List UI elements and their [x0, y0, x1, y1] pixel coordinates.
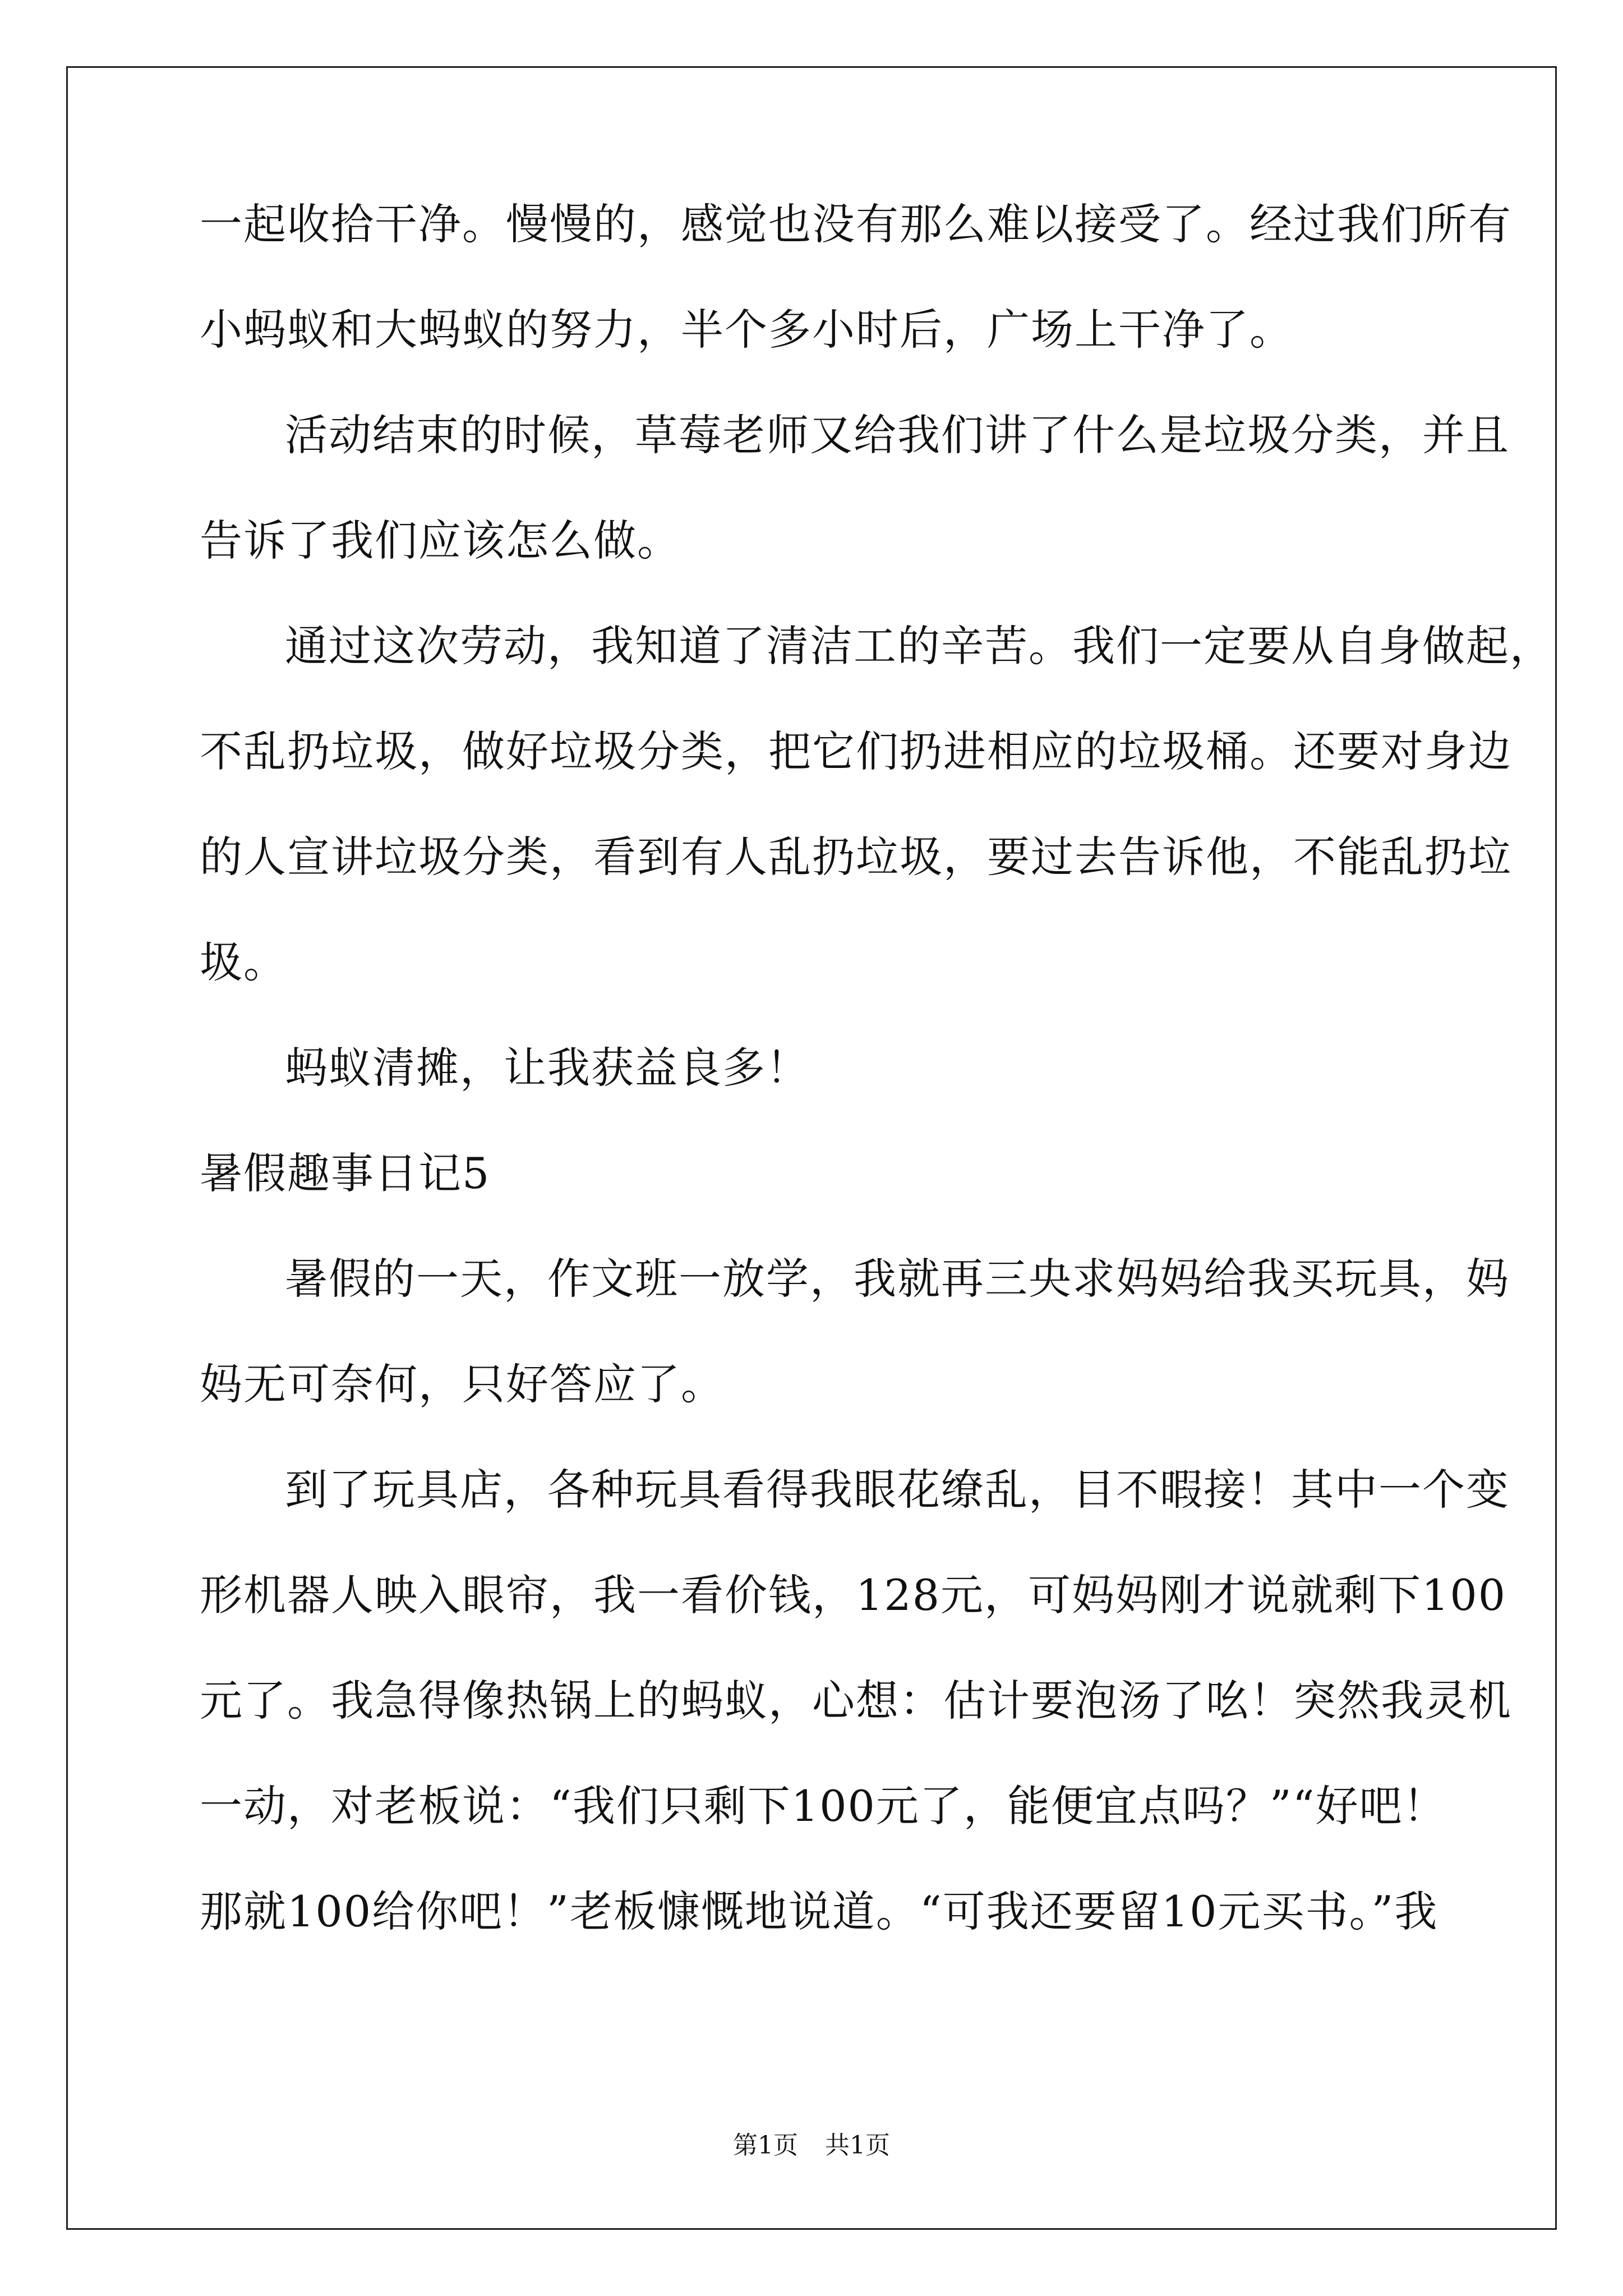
page-footer — [0, 2125, 1623, 2161]
page-number: 第1页 — [733, 2131, 798, 2160]
text-line: 的人宣讲垃圾分类，看到有人乱扔垃圾，要过去告诉他，不能乱扔垃 — [200, 832, 1512, 882]
text-line: 圾。 — [200, 937, 287, 987]
text-line: 妈无可奈何，只好答应了。 — [200, 1359, 725, 1409]
paragraph-start: 暑假的一天，作文班一放学，我就再三央求妈妈给我买玩具，妈 — [285, 1254, 1510, 1304]
text-line: 那就100给你吧！”老板慷慨地说道。“可我还要留10元买书。”我 — [200, 1887, 1438, 1936]
text-line: 告诉了我们应该怎么做。 — [200, 516, 681, 565]
section-heading: 暑假趣事日记5 — [200, 1148, 491, 1198]
text-line: 元了。我急得像热锅上的蚂蚁，心想：估计要泡汤了吆！突然我灵机 — [200, 1676, 1512, 1726]
text-line: 形机器人映入眼帘，我一看价钱，128元，可妈妈刚才说就剩下100 — [200, 1570, 1507, 1620]
paragraph-start: 到了玩具店，各种玩具看得我眼花缭乱，目不暇接！其中一个变 — [285, 1465, 1510, 1515]
paragraph-start: 蚂蚁清摊，让我获益良多！ — [285, 1043, 810, 1093]
paragraph-start: 通过这次劳动，我知道了清洁工的辛苦。我们一定要从自身做起， — [285, 621, 1553, 671]
text-line: 不乱扔垃圾，做好垃圾分类，把它们扔进相应的垃圾桶。还要对身边 — [200, 726, 1512, 776]
page-total: 共1页 — [825, 2131, 890, 2160]
text-line: 一动，对老板说：“我们只剩下100元了，能便宜点吗？”“好吧！ — [200, 1781, 1447, 1831]
text-line: 小蚂蚁和大蚂蚁的努力，半个多小时后，广场上干净了。 — [200, 305, 1293, 355]
paragraph-start: 活动结束的时候，草莓老师又给我们讲了什么是垃圾分类，并且 — [285, 410, 1510, 460]
text-line: 一起收拾干净。慢慢的，感觉也没有那么难以接受了。经过我们所有 — [200, 199, 1512, 249]
